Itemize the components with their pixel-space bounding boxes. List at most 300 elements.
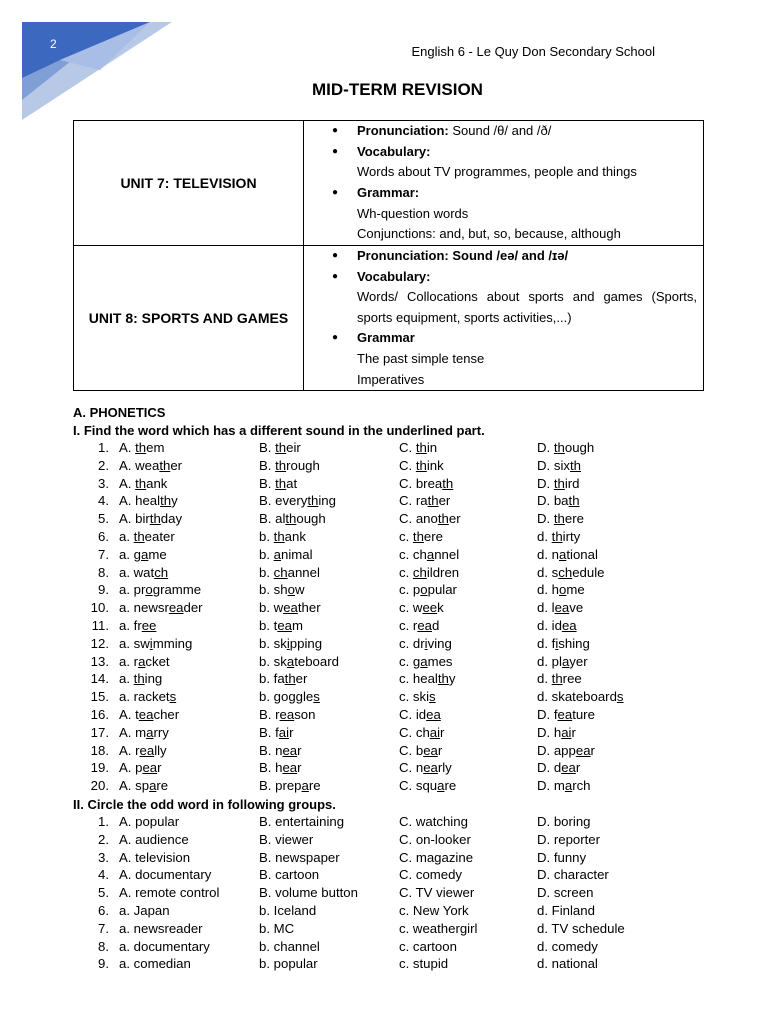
answer-option[interactable] [537, 813, 591, 831]
underlined-sound: ea [279, 706, 295, 722]
answer-option[interactable] [399, 635, 452, 653]
option-text: D. f [537, 706, 558, 722]
answer-option[interactable] [119, 938, 210, 956]
option-text: ree [562, 671, 582, 687]
option-text: D. ba [537, 493, 569, 509]
answer-option[interactable] [537, 724, 576, 742]
underlined-sound: ea [423, 760, 438, 776]
question-row [73, 866, 713, 884]
question-number: 16. [90, 706, 109, 722]
answer-option[interactable] [119, 457, 182, 475]
answer-option[interactable] [119, 777, 168, 795]
question-row [73, 457, 713, 475]
underlined-sound: th [569, 457, 581, 473]
answer-option[interactable] [537, 955, 598, 973]
answer-option[interactable] [537, 457, 581, 475]
answer-option[interactable] [399, 439, 437, 457]
answer-option[interactable] [119, 475, 167, 493]
answer-option[interactable] [537, 564, 604, 582]
underlined-sound: th [427, 493, 439, 509]
option-text: a. wat [119, 564, 155, 580]
answer-option[interactable] [119, 599, 203, 617]
option-text: day [160, 511, 183, 527]
answer-option[interactable] [259, 777, 321, 795]
answer-option[interactable] [537, 920, 625, 938]
option-text: a. fr [119, 617, 142, 633]
question-row [73, 510, 713, 528]
underlined-sound: ea [561, 760, 576, 776]
answer-option[interactable] [259, 457, 320, 475]
option-text: B. r [259, 706, 280, 722]
option-text: d. l [537, 600, 555, 616]
answer-option[interactable] [259, 813, 344, 831]
page-corner-decoration [0, 0, 200, 130]
underlined-sound: a [420, 653, 428, 669]
answer-option[interactable] [259, 439, 301, 457]
underlined-sound: th [273, 528, 285, 544]
underlined-sound: th [275, 440, 287, 455]
answer-option[interactable] [119, 866, 211, 884]
option-text: gramme [152, 582, 202, 598]
question-row [73, 884, 713, 902]
option-text: A. bir [119, 511, 150, 527]
underlined-sound: th [285, 511, 297, 527]
option-text: A. [119, 475, 136, 491]
option-text: der [183, 600, 203, 616]
answer-option[interactable] [119, 724, 169, 742]
answer-option[interactable] [119, 759, 162, 777]
option-text: ving [427, 635, 452, 651]
answer-option[interactable] [537, 849, 586, 867]
answer-option[interactable] [537, 688, 624, 706]
option-text: lly [154, 742, 167, 758]
option-text: d. skateboard [537, 689, 617, 705]
option-text: ildren [426, 564, 460, 580]
bullet-label: Vocabulary: [357, 268, 431, 284]
underlined-sound: ai [278, 724, 290, 740]
answer-option[interactable] [399, 457, 444, 475]
underlined-sound: a [273, 546, 282, 562]
exercise1-title: I. Find the word which has a different sound in the underlined part. [73, 423, 485, 438]
answer-option[interactable] [259, 938, 320, 956]
question-row [73, 706, 713, 724]
bullet-detail [332, 287, 697, 328]
underlined-sound: th [415, 457, 427, 473]
option-text: rly [437, 760, 452, 776]
underlined-sound: o [287, 582, 295, 598]
option-text: irty [562, 528, 581, 544]
option-text: d. n [537, 546, 559, 562]
option-text: pular [427, 582, 457, 598]
answer-option[interactable] [259, 759, 302, 777]
bullet-text: Imperatives [357, 371, 425, 387]
bullet-detail [332, 204, 697, 225]
option-text: eir [286, 440, 301, 455]
option-text: A. m [119, 724, 147, 740]
answer-option[interactable] [537, 742, 595, 760]
underlined-sound: a [437, 778, 445, 794]
answer-option[interactable] [399, 475, 453, 493]
answer-option[interactable] [119, 706, 179, 724]
answer-option[interactable] [259, 670, 307, 688]
answer-option[interactable] [537, 938, 598, 956]
option-text: A. documentary [119, 867, 212, 883]
underlined-sound: a [564, 778, 573, 794]
question-row [73, 599, 713, 617]
option-text: d. national [537, 956, 598, 972]
option-text: A. t [119, 706, 139, 722]
option-text: shing [558, 635, 590, 651]
question-row [73, 688, 713, 706]
answer-option[interactable] [399, 653, 453, 671]
answer-option[interactable] [537, 510, 584, 528]
underlined-sound: th [133, 528, 145, 544]
option-text: r [289, 724, 294, 740]
answer-option[interactable] [399, 688, 436, 706]
answer-option[interactable] [259, 955, 318, 973]
answer-option[interactable] [119, 920, 203, 938]
option-text: ve [569, 600, 584, 616]
answer-option[interactable] [537, 653, 588, 671]
answer-option[interactable] [119, 902, 170, 920]
answer-option[interactable] [537, 617, 577, 635]
option-text: A. heal [119, 493, 161, 509]
option-text: cher [153, 706, 180, 722]
answer-option[interactable] [399, 884, 474, 902]
question-row [73, 475, 713, 493]
answer-option[interactable] [399, 546, 459, 564]
answer-option[interactable] [537, 492, 580, 510]
option-text: c. dr [399, 635, 425, 651]
question-row [73, 831, 713, 849]
question-row [73, 813, 713, 831]
answer-option[interactable] [119, 670, 162, 688]
option-text: r [297, 742, 302, 758]
bullet-label: Vocabulary: [357, 143, 431, 159]
answer-option[interactable] [259, 902, 316, 920]
answer-option[interactable] [259, 546, 313, 564]
answer-option[interactable] [399, 955, 448, 973]
option-text: d. f [537, 635, 556, 651]
answer-option[interactable] [399, 813, 468, 831]
question-row [73, 617, 713, 635]
option-text: a. pr [119, 582, 146, 598]
option-text: C. watching [399, 814, 468, 829]
answer-option[interactable] [259, 884, 358, 902]
option-text: a. sw [119, 635, 150, 651]
answer-option[interactable] [259, 510, 326, 528]
underlined-sound: ea [423, 742, 438, 758]
underlined-sound: th [415, 440, 427, 455]
answer-option[interactable] [259, 599, 321, 617]
underlined-sound: th [160, 493, 172, 509]
exercise2-title: II. Circle the odd word in following groups. [73, 797, 336, 812]
bullet-detail [332, 162, 697, 183]
option-text: d. [537, 528, 552, 544]
option-text: A. popular [119, 814, 180, 829]
section-heading: A. PHONETICS [73, 405, 166, 420]
answer-option[interactable] [399, 742, 442, 760]
answer-option[interactable] [119, 831, 189, 849]
answer-option[interactable] [537, 528, 580, 546]
bullet-label: Grammar: [357, 185, 420, 200]
option-text: D. reporter [537, 831, 601, 847]
answer-option[interactable] [537, 670, 582, 688]
option-text: a. documentary [119, 938, 210, 954]
unit-row [74, 121, 704, 246]
answer-option[interactable] [259, 581, 304, 599]
answer-option[interactable] [537, 546, 598, 564]
option-text: A. r [119, 742, 140, 758]
option-text: B. volume button [259, 885, 358, 901]
underlined-sound: ea [557, 706, 573, 722]
underlined-sound: ee [141, 617, 157, 633]
answer-option[interactable] [537, 866, 609, 884]
answer-option[interactable] [259, 653, 339, 671]
answer-option[interactable] [399, 492, 450, 510]
underlined-sound: a [146, 724, 154, 740]
option-text: er [295, 671, 308, 687]
answer-option[interactable] [537, 884, 593, 902]
bullet-detail [332, 224, 697, 245]
option-text: a. comedian [119, 956, 191, 972]
bullet-text: Sound /θ/ and /ð/ [448, 123, 552, 139]
option-text: rch [572, 778, 591, 794]
option-text: b. Iceland [259, 902, 317, 918]
underlined-sound: ea [575, 742, 591, 758]
option-text: C. magazine [399, 849, 474, 865]
option-text: C. id [399, 706, 427, 722]
answer-option[interactable] [399, 831, 471, 849]
question-row [73, 564, 713, 582]
question-number: 2. [98, 457, 109, 473]
underlined-sound: th [307, 493, 319, 509]
answer-option[interactable] [259, 635, 322, 653]
answer-option[interactable] [537, 759, 580, 777]
underlined-sound: ea [138, 706, 154, 722]
option-text: C. [399, 457, 416, 473]
option-text: nnel [434, 546, 460, 562]
answer-option[interactable] [259, 831, 313, 849]
option-text: ere [564, 511, 584, 527]
answer-option[interactable] [399, 724, 444, 742]
option-text: B. every [259, 493, 308, 509]
answer-option[interactable] [259, 706, 315, 724]
answer-option[interactable] [259, 528, 306, 546]
answer-option[interactable] [537, 581, 585, 599]
answer-option[interactable] [119, 849, 190, 867]
answer-option[interactable] [259, 920, 294, 938]
underlined-sound: s [313, 689, 320, 705]
question-row [73, 955, 713, 973]
underlined-sound: o [559, 582, 567, 598]
question-number: 12. [90, 635, 109, 651]
underlined-sound: ea [417, 617, 432, 633]
question-number: 7. [98, 920, 109, 936]
option-text: nimal [281, 546, 313, 562]
answer-option[interactable] [119, 742, 167, 760]
unit-content [304, 246, 704, 391]
answer-option[interactable] [119, 492, 178, 510]
option-text: b. [259, 564, 274, 580]
answer-option[interactable] [119, 510, 182, 528]
option-text: C. on-looker [399, 831, 471, 847]
option-text: ere [423, 528, 443, 544]
option-text: em [146, 440, 165, 455]
option-text: c. heal [399, 671, 438, 687]
question-number: 1. [98, 814, 109, 829]
question-number: 6. [98, 528, 109, 544]
option-text: C. squ [399, 778, 438, 794]
option-text: er [448, 511, 461, 527]
option-text: b. [259, 528, 274, 544]
answer-option[interactable] [119, 439, 164, 457]
answer-option[interactable] [399, 920, 477, 938]
question-row [73, 759, 713, 777]
answer-option[interactable] [399, 564, 459, 582]
answer-option[interactable] [399, 581, 457, 599]
underlined-sound: ea [426, 706, 441, 722]
option-text: b. MC [259, 920, 295, 936]
option-text: mming [152, 635, 193, 651]
answer-option[interactable] [537, 831, 600, 849]
question-row [73, 670, 713, 688]
answer-option[interactable] [537, 599, 583, 617]
answer-option[interactable] [119, 653, 170, 671]
option-text: B. [259, 457, 276, 473]
underlined-sound: th [284, 671, 296, 687]
answer-option[interactable] [399, 866, 462, 884]
answer-option[interactable] [259, 475, 297, 493]
option-text: c. stupid [399, 956, 449, 972]
option-text: ird [564, 475, 580, 491]
answer-option[interactable] [119, 688, 176, 706]
option-text: C. n [399, 760, 424, 776]
answer-option[interactable] [259, 564, 320, 582]
question-number: 3. [98, 849, 109, 865]
underlined-sound: th [412, 528, 424, 544]
underlined-sound: ch [273, 564, 288, 580]
underlined-sound: th [275, 457, 287, 473]
option-text: rry [153, 724, 169, 740]
option-text: C. ano [399, 511, 438, 527]
page-number: 2 [50, 37, 57, 51]
answer-option[interactable] [259, 742, 302, 760]
bullet-text: Words/ Collocations about sports and games (Sports, sports equipment, sports activities,...) [357, 289, 697, 325]
answer-option[interactable] [399, 670, 455, 688]
underlined-sound: a [301, 778, 309, 794]
option-text: b. popular [259, 956, 318, 972]
answer-option[interactable] [399, 902, 469, 920]
answer-option[interactable] [399, 528, 443, 546]
answer-option[interactable] [399, 777, 456, 795]
option-text: c. p [399, 582, 421, 598]
answer-option[interactable] [259, 688, 320, 706]
bullet-label: Grammar [357, 330, 415, 346]
option-text: edule [572, 564, 605, 580]
answer-option[interactable] [259, 617, 303, 635]
answer-option[interactable] [119, 955, 191, 973]
option-text: pping [289, 635, 323, 651]
question-row [73, 742, 713, 760]
answer-option[interactable] [119, 813, 179, 831]
option-text: b. goggle [259, 689, 314, 705]
question-row [73, 581, 713, 599]
answer-option[interactable] [537, 902, 595, 920]
question-row [73, 546, 713, 564]
option-text: B. h [259, 760, 283, 776]
underlined-sound: a [286, 653, 295, 669]
answer-option[interactable] [119, 528, 175, 546]
underlined-sound: th [442, 475, 454, 491]
underlined-sound: th [135, 440, 147, 455]
answer-option[interactable] [119, 581, 201, 599]
question-row [73, 635, 713, 653]
underlined-sound: o [420, 582, 428, 598]
answer-option[interactable] [259, 849, 340, 867]
option-text: C. b [399, 742, 424, 758]
question-row [73, 724, 713, 742]
answer-option[interactable] [119, 884, 219, 902]
answer-option[interactable] [399, 849, 473, 867]
answer-option[interactable] [399, 599, 444, 617]
answer-option[interactable] [537, 777, 591, 795]
underlined-sound: th [135, 475, 147, 491]
option-text: tional [566, 546, 598, 562]
option-text: y [448, 671, 456, 687]
answer-option[interactable] [537, 635, 590, 653]
answer-option[interactable] [537, 475, 580, 493]
answer-option[interactable] [537, 439, 594, 457]
answer-option[interactable] [399, 938, 457, 956]
option-text: yer [569, 653, 588, 669]
answer-option[interactable] [259, 492, 336, 510]
answer-option[interactable] [259, 866, 319, 884]
option-text: c. New York [399, 902, 469, 918]
answer-option[interactable] [259, 724, 293, 742]
answer-option[interactable] [119, 635, 192, 653]
answer-option[interactable] [119, 546, 167, 564]
option-text: C. ra [399, 493, 428, 509]
option-text: er [170, 457, 183, 473]
answer-option[interactable] [399, 510, 461, 528]
answer-option[interactable] [399, 759, 452, 777]
answer-option[interactable] [537, 706, 595, 724]
option-text: a. newsreader [119, 920, 203, 936]
bullet-label: Pronunciation: Sound /eə/ and /ɪə/ [357, 248, 569, 263]
option-text: b. sh [259, 582, 288, 598]
answer-option[interactable] [399, 706, 441, 724]
answer-option[interactable] [399, 617, 439, 635]
option-text: d. pl [537, 653, 562, 669]
option-text: ing [318, 493, 336, 509]
underlined-sound: th [437, 511, 449, 527]
question-row [73, 849, 713, 867]
bullet-item [332, 121, 697, 142]
unit-content [304, 121, 704, 246]
option-text: D. d [537, 760, 562, 776]
option-text: b. [259, 546, 274, 562]
answer-option[interactable] [119, 564, 168, 582]
underlined-sound: th [551, 671, 563, 687]
option-text: r [590, 742, 595, 758]
underlined-sound: ea [561, 617, 577, 633]
answer-option[interactable] [119, 617, 156, 635]
option-text: b. sk [259, 653, 287, 669]
underlined-sound: th [553, 511, 565, 527]
underlined-sound: ch [154, 564, 169, 580]
option-text: y [171, 493, 178, 509]
